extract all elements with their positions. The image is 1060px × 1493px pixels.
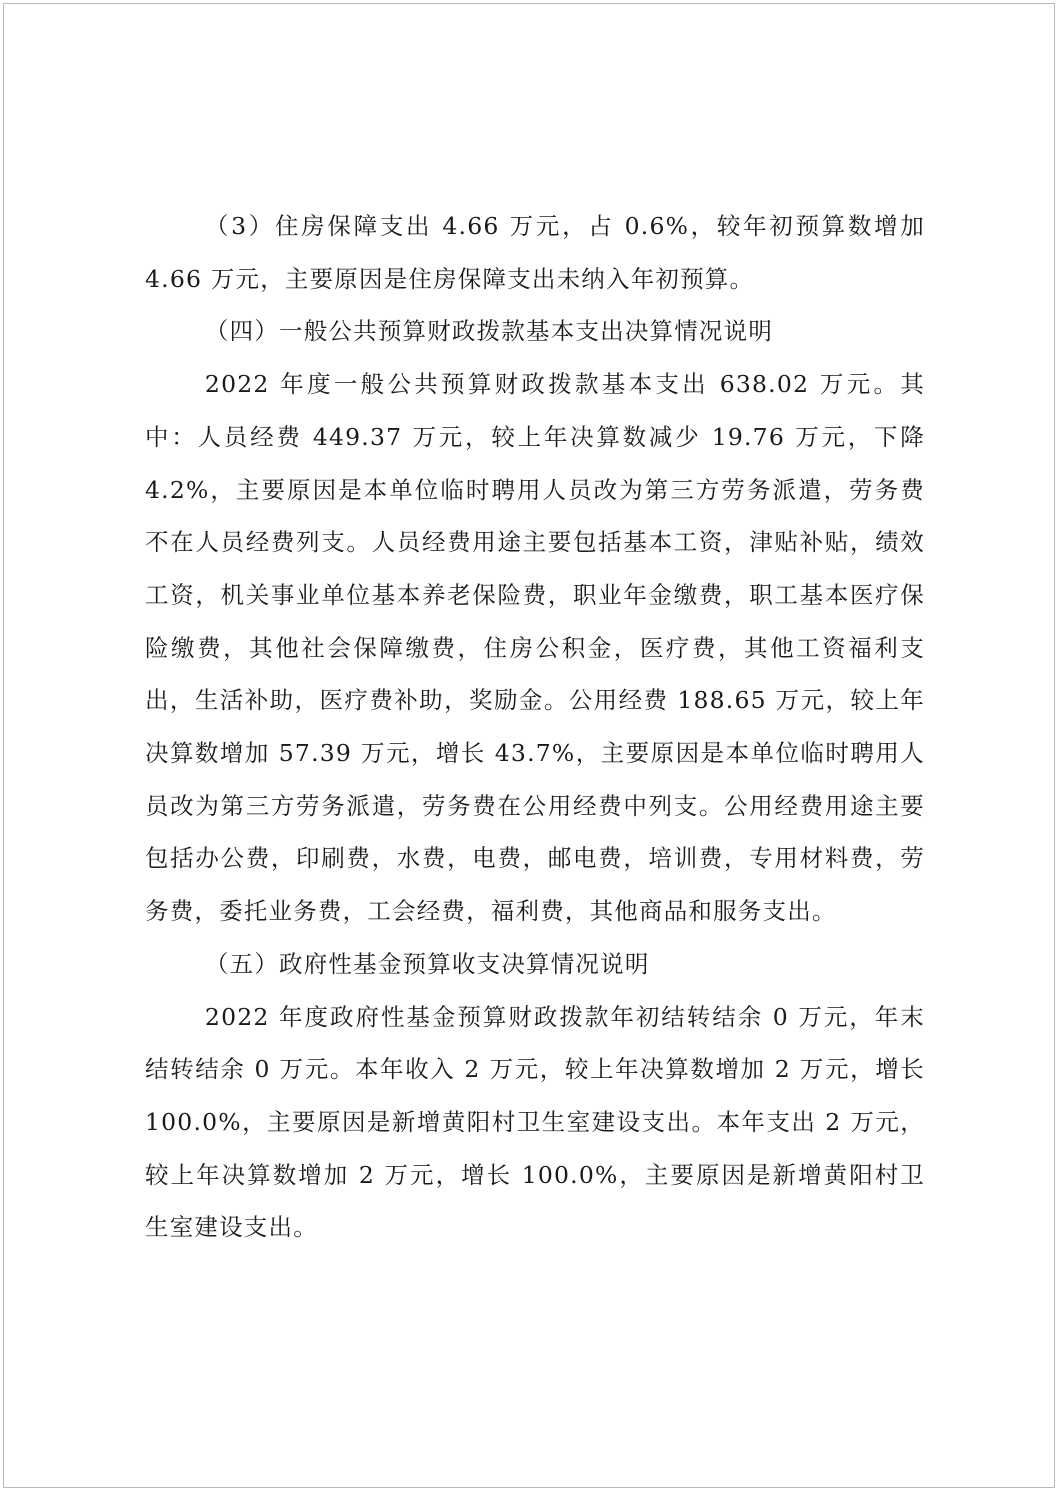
paragraph-housing-expenditure: （3）住房保障支出 4.66 万元，占 0.6%，较年初预算数增加 4.66 万元，主要原因是住房保障支出未纳入年初预算。 <box>145 212 925 293</box>
paragraph-basic-expenditure: 2022 年度一般公共预算财政拨款基本支出 638.02 万元。其中：人员经费 449.37 万元，较上年决算数减少 19.76 万元，下降 4.2%，主要原因是本单位临时聘用人员改为第三方劳务派遣，劳务费不在人员经费列支。人员经费用途主要包括基本工资，津贴补贴，绩效工资，机关事业单位基本养老保险费，职业年金缴费，职工基本医疗保险缴费，其他社会保障缴费，住房公积金，医疗费，其他工资福利支出，生活补助，医疗费补助，奖励金。公用经费 188.65 万元，较上年决算数增加 57.39 万元，增长 43.7%，主要原因是本单位临时聘用人员改为第三方劳务派遣，劳务费在公用经费中列支。公用经费用途主要包括办公费，印刷费，水费，电费，邮电费，培训费，专用材料费，劳务费，委托业务费，工会经费，福利费，其他商品和服务支出。 <box>145 370 925 926</box>
page-frame <box>3 3 1055 1488</box>
section-heading-basic-expenditure: （四）一般公共预算财政拨款基本支出决算情况说明 <box>204 317 774 346</box>
section-heading-government-fund: （五）政府性基金预算收支决算情况说明 <box>204 949 650 978</box>
document-body <box>145 200 925 1254</box>
paragraph-government-fund: 2022 年度政府性基金预算财政拨款年初结转结余 0 万元，年末结转结余 0 万元。本年收入 2 万元，较上年决算数增加 2 万元，增长 100.0%，主要原因是新增黄阳村卫生室建设支出。本年支出 2 万元，较上年决算数增加 2 万元，增长 100.0%，主要原因是新增黄阳村卫生室建设支出。 <box>145 1002 925 1242</box>
